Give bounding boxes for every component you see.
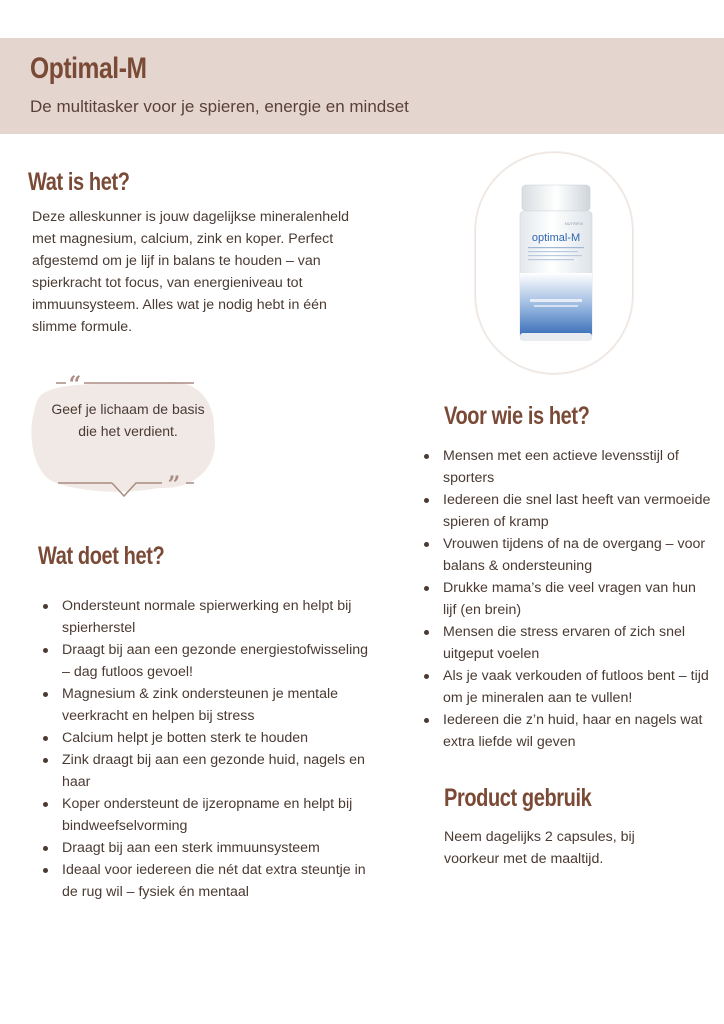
page-subtitle: De multitasker voor je spieren, energie en mindset	[30, 97, 409, 116]
quote-text: Geef je lichaam de basis die het verdient.	[51, 401, 205, 439]
usage-heading: Product gebruik	[444, 784, 592, 812]
what-does-list	[40, 595, 375, 903]
list-item: Zink draagt bij aan een gezonde huid, nagels en haar	[40, 749, 375, 793]
list-item: Koper ondersteunt de ijzeropname en helpt bij bindweefselvorming	[40, 793, 375, 837]
list-item: Mensen die stress ervaren of zich snel uitgeput voelen	[421, 621, 711, 665]
list-item: Als je vaak verkouden of futloos bent – tijd om je mineralen aan te vullen!	[421, 665, 711, 709]
list-item: Calcium helpt je botten sterk te houden	[40, 727, 375, 749]
usage-text: Neem dagelijks 2 capsules, bij voorkeur met de maaltijd.	[444, 829, 635, 867]
list-item: Mensen met een actieve levensstijl of sporters	[421, 445, 711, 489]
list-item: Iedereen die z’n huid, haar en nagels wat extra liefde wil geven	[421, 709, 711, 753]
list-item: Drukke mama’s die veel vragen van hun lijf (en brein)	[421, 577, 711, 621]
list-item: Draagt bij aan een sterk immuunsysteem	[40, 837, 375, 859]
what-does-heading: Wat doet het?	[38, 542, 165, 570]
quote-open-mark: “	[68, 372, 82, 398]
what-is-heading: Wat is het?	[28, 168, 130, 196]
page-title: Optimal-M	[30, 52, 147, 85]
supplement-jar-image	[516, 183, 596, 348]
quote-close-mark: ”	[167, 472, 181, 498]
for-whom-heading: Voor wie is het?	[444, 402, 590, 430]
jar-name: optimal-M	[531, 232, 581, 244]
jar-brand: NUTRIFIX	[564, 221, 584, 226]
what-is-text: Deze alleskunner is jouw dagelijkse mineralenheld met magnesium, calcium, zink en koper. Perfect afgestemd om je lijf in balans te houden – van spierkracht tot focus, van energieniveau tot immuunsysteem. Alles wat je nodig hebt in één slimme formule.	[32, 209, 350, 335]
list-item: Ondersteunt normale spierwerking en helpt bij spierherstel	[40, 595, 375, 639]
for-whom-list	[421, 445, 711, 753]
list-item: Iedereen die snel last heeft van vermoeide spieren of kramp	[421, 489, 711, 533]
list-item: Draagt bij aan een gezonde energiestofwisseling – dag futloos gevoel!	[40, 639, 375, 683]
list-item: Ideaal voor iedereen die nét dat extra steuntje in de rug wil – fysiek én mentaal	[40, 859, 375, 903]
header-banner	[0, 38, 724, 134]
list-item: Magnesium & zink ondersteunen je mentale veerkracht en helpen bij stress	[40, 683, 375, 727]
product-image-frame	[475, 152, 633, 374]
list-item: Vrouwen tijdens of na de overgang – voor balans & ondersteuning	[421, 533, 711, 577]
